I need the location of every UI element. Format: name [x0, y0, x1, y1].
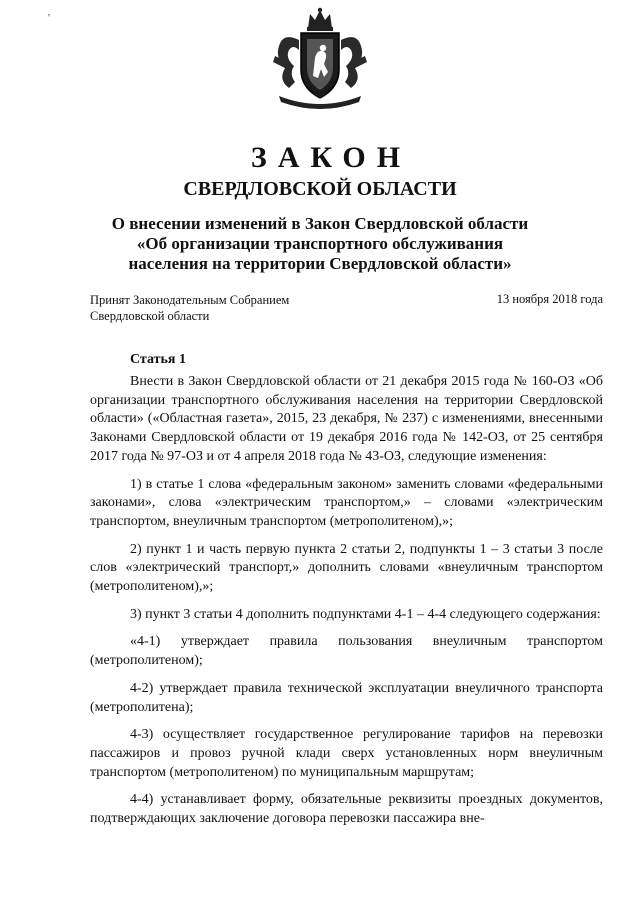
article-paragraph: 1) в статье 1 слова «федеральным законом» заменить словами «федеральными законами», слова «электрическим транспортом,» – словами «электрическим транспортом, внеуличным транспортом (метрополитеном),»; — [90, 476, 603, 529]
article-paragraph: 4-4) устанавливает форму, обязательные реквизиты проездных документов, подтверждающих заключение договора перевозки пассажира вне- — [90, 792, 603, 827]
law-title-line: населения на территории Свердловской области» — [128, 254, 512, 273]
article-paragraph: 4-3) осуществляет государственное регулирование тарифов на перевозки пассажиров и провоз ручной клади сверх установленных норм внеуличным транспортом (метрополитеном) по муниципальным маршрутам; — [90, 727, 603, 780]
article-paragraph: Внести в Закон Свердловской области от 21 декабря 2015 года № 160-ОЗ «Об организации транспортного обслуживания населения на территории Свердловской области» («Областная газета», 2015, 23 декабря, № 237) с изменениями, внесенными Законами Свердловской области от 19 декабря 2016 года № 142-ОЗ, от 25 сентября 2017 года № 97-ОЗ и от 4 апреля 2018 года № 43-ОЗ, следующие изменения: — [90, 374, 603, 464]
adopted-by — [90, 292, 289, 324]
document-type: ЗАКОН — [250, 141, 412, 174]
corner-mark: ' — [48, 12, 50, 24]
article-paragraph: 4-2) утверждает правила технической эксплуатации внеуличного транспорта (метрополитена); — [90, 680, 603, 715]
law-title-line: О внесении изменений в Закон Свердловской области — [111, 214, 529, 233]
article-paragraph: «4-1) утверждает правила пользования внеуличным транспортом (метрополитеном); — [90, 634, 603, 669]
adopted-by-line: Принят Законодательным Собранием — [90, 293, 290, 307]
law-title-line: «Об организации транспортного обслуживания — [136, 234, 504, 253]
issuing-region: СВЕРДЛОВСКОЙ ОБЛАСТИ — [183, 178, 457, 200]
adoption-date: 13 ноября 2018 года — [496, 292, 603, 306]
coat-of-arms-icon — [261, 6, 379, 114]
article-paragraph: 2) пункт 1 и часть первую пункта 2 статьи 2, подпункты 1 – 3 статьи 3 после слов «электрический транспорт,» дополнить словами «внеуличным транспортом (метрополитеном),»; — [90, 541, 603, 595]
article-paragraph: 3) пункт 3 статьи 4 дополнить подпунктами 4-1 – 4-4 следующего содержания: — [130, 606, 601, 622]
article-body — [90, 373, 603, 838]
law-title — [0, 214, 640, 274]
article-heading: Статья 1 — [130, 352, 186, 367]
adopted-by-line: Свердловской области — [90, 309, 210, 323]
